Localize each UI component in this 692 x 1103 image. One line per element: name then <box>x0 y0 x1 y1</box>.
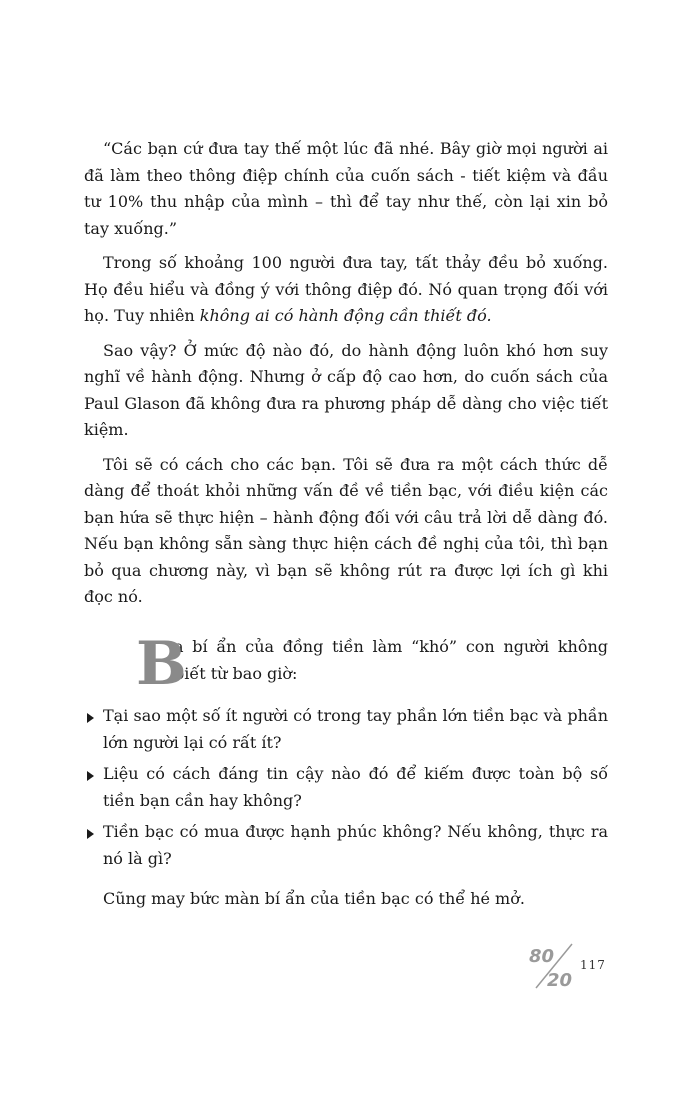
dropcap-text: a bí ẩn của đồng tiền làm “khó” con người không biết từ bao giờ: <box>174 637 608 683</box>
paragraph-quote: “Các bạn cứ đưa tay thế một lúc đã nhé. Bây giờ mọi người ai đã làm theo thông điệp chính của cuốn sách - tiết kiệm và đầu tư 10% thu nhập của mình – thì để tay như thế, còn lại xin bỏ tay xuống.” <box>84 139 608 238</box>
triangle-bullet-icon <box>87 713 94 723</box>
body-text <box>84 136 608 619</box>
paragraph-method: Tôi sẽ có cách cho các bạn. Tôi sẽ đưa ra một cách thức dễ dàng để thoát khỏi những vấn đề về tiền bạc, với điều kiện các bạn hứa sẽ thực hiện – hành động đối với câu trả lời dễ dàng đó. Nếu bạn không sẵn sàng thực hiện cách đề nghị của tôi, thì bạn bỏ qua chương này, vì bạn sẽ không rút ra được lợi ích gì khi đọc nó. <box>84 454 608 606</box>
triangle-bullet-icon <box>87 829 94 839</box>
dropcap-section <box>136 629 608 699</box>
bullet-list <box>84 703 608 877</box>
bullet-text: Liệu có cách đáng tin cậy nào đó để kiếm được toàn bộ số tiền bạn cần hay không? <box>103 764 608 810</box>
paragraph-hands-text: Trong số khoảng 100 người đưa tay, tất thảy đều bỏ xuống. Họ đều hiểu và đồng ý với thông điệp đó. Nó quan trọng đối với họ. Tuy nhiên <box>84 253 608 325</box>
80-20-logo-icon <box>528 942 578 990</box>
paragraph-hands <box>84 250 608 330</box>
paragraph-hands-emphasis: không ai có hành động cần thiết đó. <box>199 306 492 325</box>
list-item <box>84 761 608 814</box>
logo-bottom-number: 20 <box>547 970 573 990</box>
list-item <box>84 819 608 872</box>
bullet-text: Tại sao một số ít người có trong tay phần lớn tiền bạc và phần lớn người lại có rất ít? <box>103 706 608 752</box>
closing-line: Cũng may bức màn bí ẩn của tiền bạc có thể hé mở. <box>103 889 525 908</box>
triangle-bullet-icon <box>87 771 94 781</box>
page-footer <box>528 942 618 992</box>
dropcap-letter: B <box>136 629 187 699</box>
logo-top-number: 80 <box>529 946 555 967</box>
page-number: 117 <box>580 958 606 972</box>
bullet-text: Tiền bạc có mua được hạnh phúc không? Nếu không, thực ra nó là gì? <box>103 822 608 868</box>
list-item <box>84 703 608 756</box>
paragraph-why: Sao vậy? Ở mức độ nào đó, do hành động luôn khó hơn suy nghĩ về hành động. Nhưng ở cấp độ cao hơn, do cuốn sách của Paul Glason đã không đưa ra phương pháp dễ dàng cho việc tiết kiệm. <box>84 340 608 439</box>
